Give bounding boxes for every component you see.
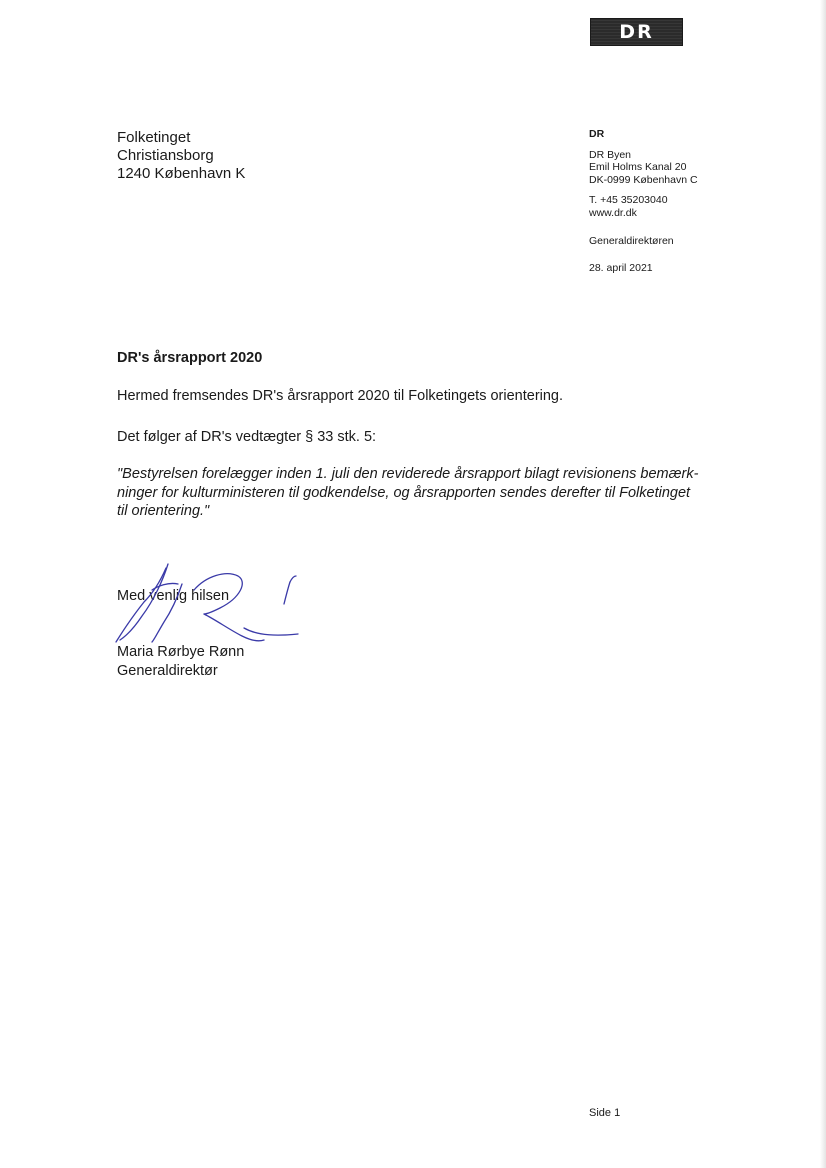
closing: Med venlig hilsen — [117, 588, 230, 604]
paragraph-1: Hermed fremsendes DR's årsrapport 2020 til Folketingets orientering. — [117, 388, 564, 404]
handwritten-signature — [108, 560, 308, 650]
sender-address-line-3: DK-0999 København C — [589, 173, 698, 186]
page-number: Side 1 — [589, 1107, 621, 1119]
letter-subject: DR's årsrapport 2020 — [117, 350, 263, 366]
quote-line-2: ninger for kulturministeren til godkendelse, og årsrapporten sendes derefter til Folketinget — [117, 484, 691, 501]
signer-name: Maria Rørbye Rønn — [117, 644, 245, 660]
quote-line-3: til orientering." — [117, 503, 210, 519]
sender-address — [589, 149, 698, 187]
dr-logo-text: DR — [619, 20, 654, 43]
sender-org: DR — [589, 128, 605, 140]
sender-info — [589, 128, 698, 274]
page-edge — [820, 0, 826, 1168]
sender-address-line-2: Emil Holms Kanal 20 — [589, 161, 687, 173]
paragraph-2: Det følger af DR's vedtægter § 33 stk. 5: — [117, 429, 377, 445]
statute-quote — [117, 465, 717, 521]
recipient-line-2: Christiansborg — [117, 147, 214, 164]
sender-address-line-1: DR Byen — [589, 148, 632, 161]
sender-contact — [589, 194, 698, 219]
signer-title: Generaldirektør — [117, 663, 218, 679]
sender-web: www.dr.dk — [589, 206, 637, 219]
recipient-line-1: Folketinget — [117, 129, 191, 146]
quote-line-1: "Bestyrelsen forelægger inden 1. juli den reviderede årsrapport bilagt revisionens bemærk- — [117, 466, 699, 482]
recipient-address — [117, 129, 245, 183]
sender-department: Generaldirektøren — [589, 235, 674, 247]
letter-date: 28. april 2021 — [589, 261, 653, 274]
sender-phone: T. +45 35203040 — [589, 194, 668, 206]
dr-logo — [590, 18, 683, 46]
recipient-line-3: 1240 København K — [117, 165, 246, 182]
signer-block — [117, 643, 244, 681]
